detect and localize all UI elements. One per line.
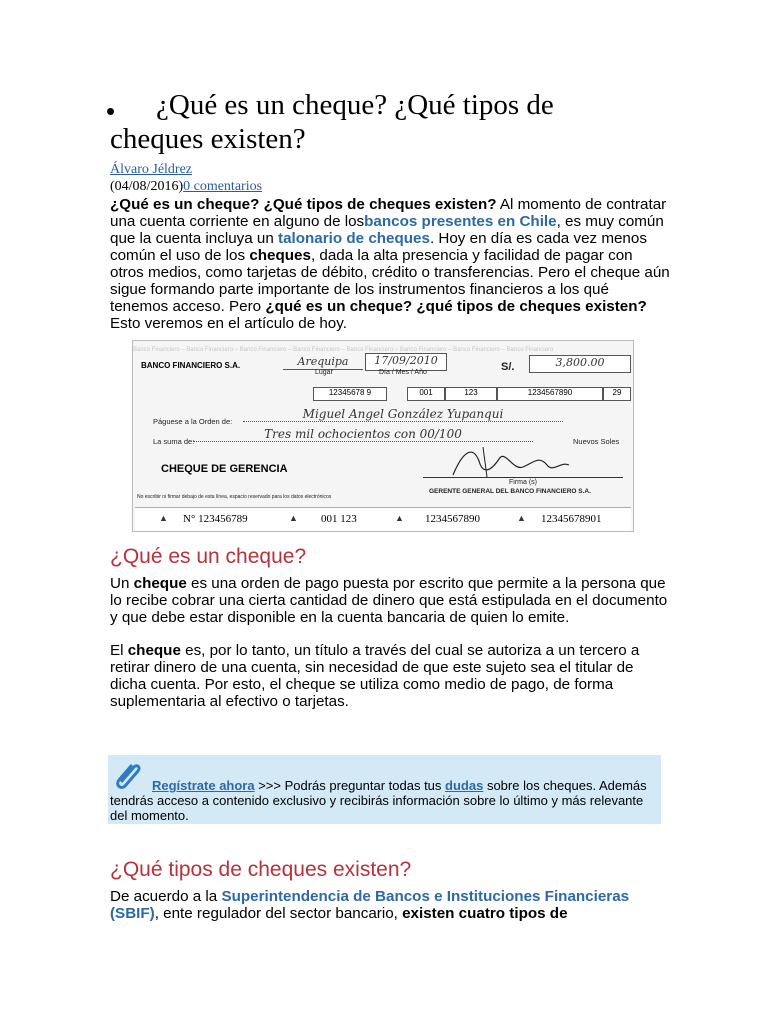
check-manager: GERENTE GENERAL DEL BANCO FINANCIERO S.A. <box>429 488 591 495</box>
title-line-2: cheques existen? <box>110 123 306 155</box>
micr-triangle-icon: ▲ <box>395 513 404 523</box>
s1p2-text-a: El <box>110 642 128 659</box>
check-code-5: 29 <box>603 387 631 401</box>
s2-bold: existen cuatro tipos de <box>402 905 568 922</box>
bullet-icon: • <box>106 96 116 126</box>
check-code-1: 12345678 9 <box>313 387 387 401</box>
micr-triangle-icon: ▲ <box>517 513 526 523</box>
check-sum-label: La suma de: <box>153 437 195 446</box>
check-place-label: Lugar <box>315 369 333 376</box>
check-nuevos-soles: Nuevos Soles <box>573 437 620 446</box>
post-meta <box>110 179 262 195</box>
check-pay-to-label: Páguese a la Orden de: <box>153 417 233 426</box>
s1p1-bold: cheque <box>133 575 187 592</box>
check-bank-name: BANCO FINANCIERO S.A. <box>141 361 241 370</box>
signature-line <box>423 477 623 478</box>
check-sum: Tres mil ochocientos con 00/100 <box>193 427 533 442</box>
check-pay-to: Miguel Angel González Yupanqui <box>243 407 563 422</box>
check-currency: S/. <box>501 361 515 373</box>
article-title <box>106 88 670 156</box>
check-amount: 3,800.00 <box>529 355 631 373</box>
check-date-label: Día / Mes / Año <box>379 369 427 376</box>
s1p2-text-c: es, por lo tanto, un título a través del cual se autoriza a un tercero a retirar dinero de una cuenta, sin necesidad de que este sujeto sea el titular de dicha cuenta. Por esto, el cheque se utiliza como medio de pago, de forma suplementaria al efectivo o tarjetas. <box>110 642 640 710</box>
check-date: 17/09/2010 <box>365 353 447 371</box>
check-code-3: 123 <box>445 387 497 401</box>
check-no-write: No escribir ni firmar debajo de esta línea, espacio reservado para los datos electrónicos <box>137 494 332 500</box>
check-image <box>132 340 634 532</box>
section-heading-types: ¿Qué tipos de cheques existen? <box>110 858 412 881</box>
s2-text-1: De acuerdo a la <box>110 888 222 905</box>
register-promo-box <box>108 755 661 824</box>
intro-text-1: Al momento de contratar una cuenta corriente en alguno de los <box>110 196 667 230</box>
check-watermark: Banco Financiero – Banco Financiero – Banco Financiero – Banco Financiero – Banco Financiero – Banco Financiero – Banco Financiero – Banco Financiero <box>133 347 554 353</box>
register-now-link[interactable]: Regístrate ahora <box>152 778 255 793</box>
s1p1-text-c: es una orden de pago puesta por escrito que permite a la persona que lo recibe cobrar una cierta cantidad de dinero que está estipulada en el documento y que debe estar disponible en la cuenta bancaria de quien lo emite. <box>110 575 668 626</box>
promo-text-2: sobre los cheques. Además tendrás acceso a contenido exclusivo y recibirás información sobre lo último y más relevante del momento. <box>110 778 647 823</box>
section1-paragraph-2 <box>110 642 670 710</box>
check-city: Arequipa <box>283 355 363 370</box>
micr-account: 1234567890 <box>425 513 480 525</box>
intro-bold-cheques: cheques <box>249 247 311 264</box>
s1p1-text-a: Un <box>110 575 134 592</box>
comments-link[interactable]: 0 comentarios <box>183 179 263 194</box>
intro-text-5: Esto veremos en el artículo de hoy. <box>110 315 347 332</box>
section2-paragraph <box>110 888 670 922</box>
intro-paragraph <box>110 196 670 332</box>
check-code-4: 1234567890 <box>497 387 603 401</box>
intro-bold-question: ¿qué es un cheque? ¿qué tipos de cheques existen? <box>265 298 647 315</box>
s2-text-2: , ente regulador del sector bancario, <box>154 905 403 922</box>
section-heading-what-is: ¿Qué es un cheque? <box>110 545 307 568</box>
intro-text-3: . Hoy en día es cada vez menos común el uso de los <box>110 230 647 264</box>
micr-triangle-icon: ▲ <box>289 513 298 523</box>
check-signature-label: Firma (s) <box>509 479 537 486</box>
micr-branch: 001 123 <box>321 513 357 525</box>
author-link[interactable]: Álvaro Jéldrez <box>110 162 193 177</box>
intro-question: ¿Qué es un cheque? ¿Qué tipos de cheques existen? <box>110 196 497 213</box>
intro-text-2: , es muy común que la cuenta incluya un <box>110 213 664 247</box>
check-micr-line <box>135 507 631 532</box>
micr-number: N° 123456789 <box>183 513 248 525</box>
intro-text-4: , dada la alta presencia y facilidad de pagar con otros medios, como tarjetas de débito, crédito o transferencias. Pero el cheque aún sigue formando parte importante de los instrumentos financieros a los qué tenemos acceso. Pero <box>110 247 670 315</box>
post-date: (04/08/2016) <box>110 179 184 194</box>
promo-text-1: >>> Podrás preguntar todas tus <box>254 778 446 793</box>
dudas-link[interactable]: dudas <box>445 778 484 793</box>
check-type: CHEQUE DE GERENCIA <box>161 463 288 475</box>
s1p2-bold: cheque <box>127 642 181 659</box>
checkbook-link[interactable]: talonario de cheques <box>278 230 430 247</box>
check-code-2: 001 <box>407 387 445 401</box>
section1-paragraph-1 <box>110 575 670 626</box>
title-line-1: ¿Qué es un cheque? ¿Qué tipos de <box>156 89 554 121</box>
micr-serial: 12345678901 <box>541 513 602 525</box>
banks-chile-link[interactable]: bancos presentes en Chile <box>364 213 557 230</box>
promo-text <box>110 778 650 823</box>
sbif-link[interactable]: Superintendencia de Bancos e Instituciones Financieras (SBIF) <box>110 888 630 922</box>
micr-triangle-icon: ▲ <box>159 513 168 523</box>
